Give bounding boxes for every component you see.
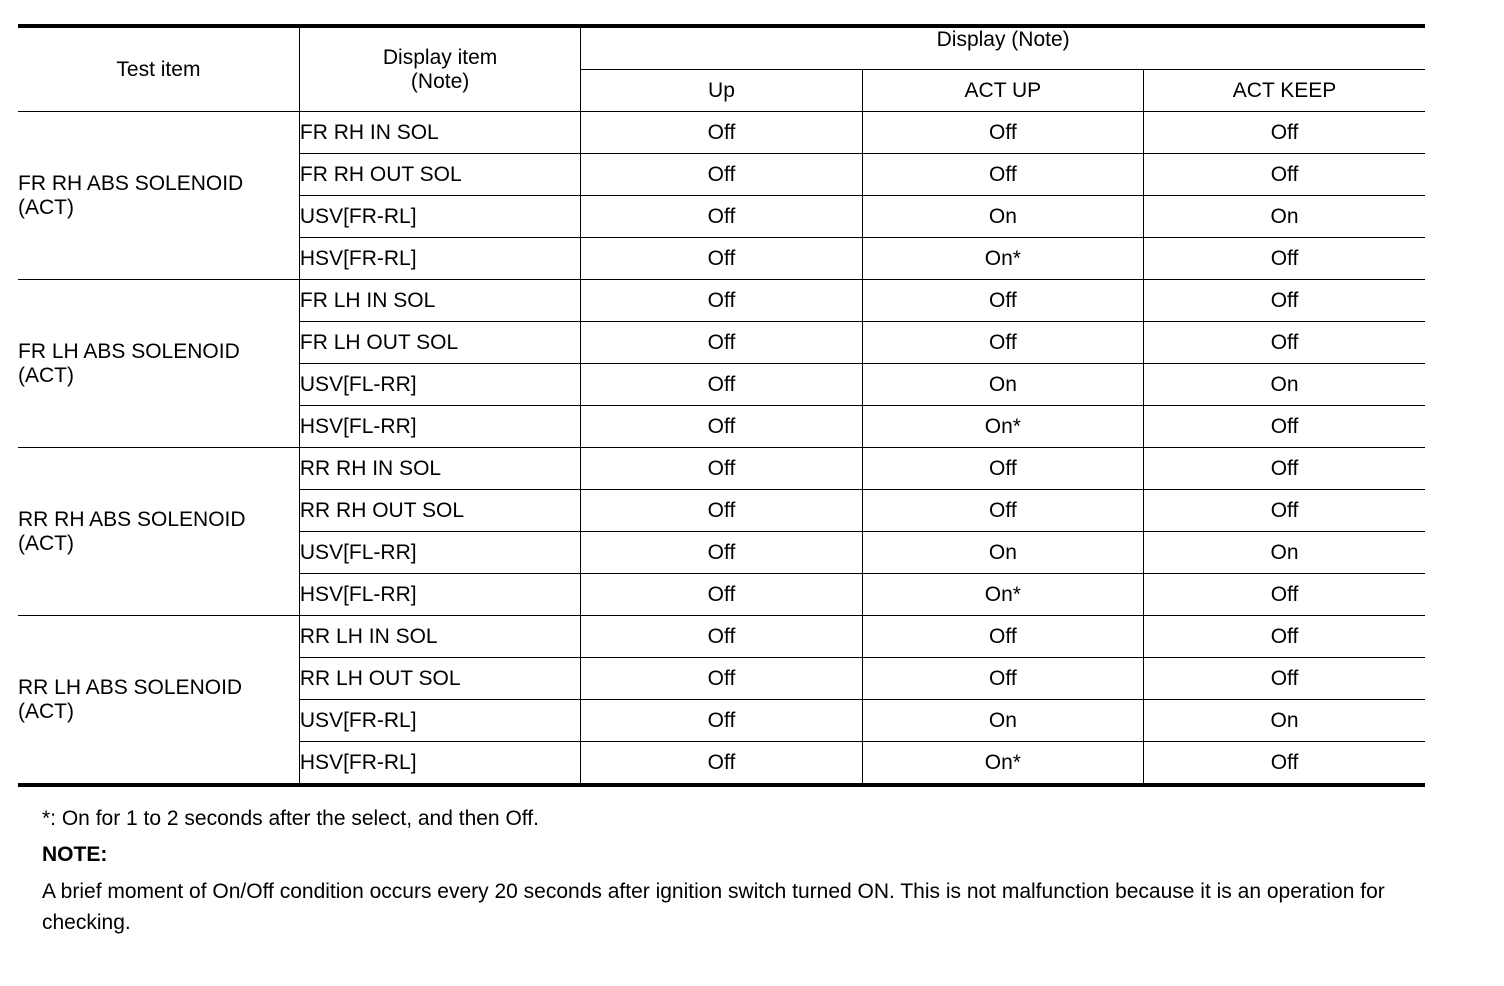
act-up-value-cell: Off [862,448,1143,490]
note-label: NOTE: [42,843,108,866]
display-item-cell: RR LH IN SOL [299,616,580,658]
header-display-item-note: (Note) [410,69,470,93]
up-value-cell: Off [581,742,862,786]
up-value-cell: Off [581,322,862,364]
header-display-item-label: Display item [382,45,498,69]
act-keep-value-cell: Off [1144,322,1425,364]
act-keep-value-cell: Off [1144,238,1425,280]
display-item-cell: FR LH IN SOL [299,280,580,322]
test-item-mode: (ACT) [18,363,74,387]
act-keep-value-cell: On [1144,196,1425,238]
display-item-cell: HSV[FL-RR] [299,406,580,448]
display-item-cell: FR LH OUT SOL [299,322,580,364]
display-item-cell: FR RH OUT SOL [299,154,580,196]
display-item-cell: USV[FR-RL] [299,700,580,742]
header-display-item [299,26,580,112]
act-up-value-cell: On [862,532,1143,574]
footnote: *: On for 1 to 2 seconds after the select, and then Off. [42,807,539,830]
act-keep-value-cell: Off [1144,574,1425,616]
test-item-mode: (ACT) [18,195,74,219]
act-up-value-cell: Off [862,280,1143,322]
solenoid-test-table [18,24,1425,787]
act-keep-value-cell: On [1144,364,1425,406]
up-value-cell: Off [581,700,862,742]
up-value-cell: Off [581,448,862,490]
display-item-cell: RR RH IN SOL [299,448,580,490]
act-keep-value-cell: Off [1144,490,1425,532]
act-keep-value-cell: Off [1144,658,1425,700]
table-row [18,448,1425,490]
table-row [18,616,1425,658]
act-up-value-cell: Off [862,154,1143,196]
test-item-mode: (ACT) [18,699,74,723]
act-keep-value-cell: Off [1144,154,1425,196]
note-body: A brief moment of On/Off condition occurs every 20 seconds after ignition switch turned ON. This is not malfunction because it is an operation for checking. [42,880,1385,934]
act-keep-value-cell: Off [1144,406,1425,448]
test-item-name: FR RH ABS SOLENOID [18,171,244,195]
test-item-cell [18,616,299,786]
header-test-item: Test item [18,26,299,112]
act-up-value-cell: On* [862,406,1143,448]
display-item-cell: USV[FL-RR] [299,364,580,406]
test-item-cell [18,280,299,448]
up-value-cell: Off [581,616,862,658]
act-up-value-cell: On* [862,238,1143,280]
act-up-value-cell: Off [862,322,1143,364]
test-item-mode: (ACT) [18,531,74,555]
up-value-cell: Off [581,196,862,238]
act-up-value-cell: Off [862,616,1143,658]
header-act-up: ACT UP [862,70,1143,112]
act-up-value-cell: On [862,364,1143,406]
act-up-value-cell: On [862,196,1143,238]
display-item-cell: HSV[FL-RR] [299,574,580,616]
act-up-value-cell: Off [862,658,1143,700]
act-up-value-cell: Off [862,112,1143,154]
display-item-cell: HSV[FR-RL] [299,742,580,786]
act-keep-value-cell: On [1144,700,1425,742]
header-display-note: Display (Note) [581,26,1425,70]
act-keep-value-cell: Off [1144,112,1425,154]
up-value-cell: Off [581,154,862,196]
act-keep-value-cell: Off [1144,280,1425,322]
act-up-value-cell: Off [862,490,1143,532]
act-keep-value-cell: Off [1144,742,1425,786]
up-value-cell: Off [581,364,862,406]
act-up-value-cell: On* [862,742,1143,786]
up-value-cell: Off [581,532,862,574]
table-row [18,280,1425,322]
test-item-cell [18,448,299,616]
header-act-keep: ACT KEEP [1144,70,1425,112]
notes-section [42,804,1432,938]
test-item-name: RR LH ABS SOLENOID [18,675,243,699]
act-up-value-cell: On* [862,574,1143,616]
up-value-cell: Off [581,112,862,154]
up-value-cell: Off [581,574,862,616]
act-up-value-cell: On [862,700,1143,742]
act-keep-value-cell: Off [1144,616,1425,658]
act-keep-value-cell: Off [1144,448,1425,490]
display-item-cell: HSV[FR-RL] [299,238,580,280]
up-value-cell: Off [581,490,862,532]
table-row [18,112,1425,154]
act-keep-value-cell: On [1144,532,1425,574]
up-value-cell: Off [581,658,862,700]
display-item-cell: USV[FR-RL] [299,196,580,238]
up-value-cell: Off [581,280,862,322]
display-item-cell: RR LH OUT SOL [299,658,580,700]
display-item-cell: FR RH IN SOL [299,112,580,154]
up-value-cell: Off [581,406,862,448]
test-item-name: RR RH ABS SOLENOID [18,507,246,531]
header-up: Up [581,70,862,112]
up-value-cell: Off [581,238,862,280]
display-item-cell: USV[FL-RR] [299,532,580,574]
display-item-cell: RR RH OUT SOL [299,490,580,532]
test-item-cell [18,112,299,280]
test-item-name: FR LH ABS SOLENOID [18,339,240,363]
